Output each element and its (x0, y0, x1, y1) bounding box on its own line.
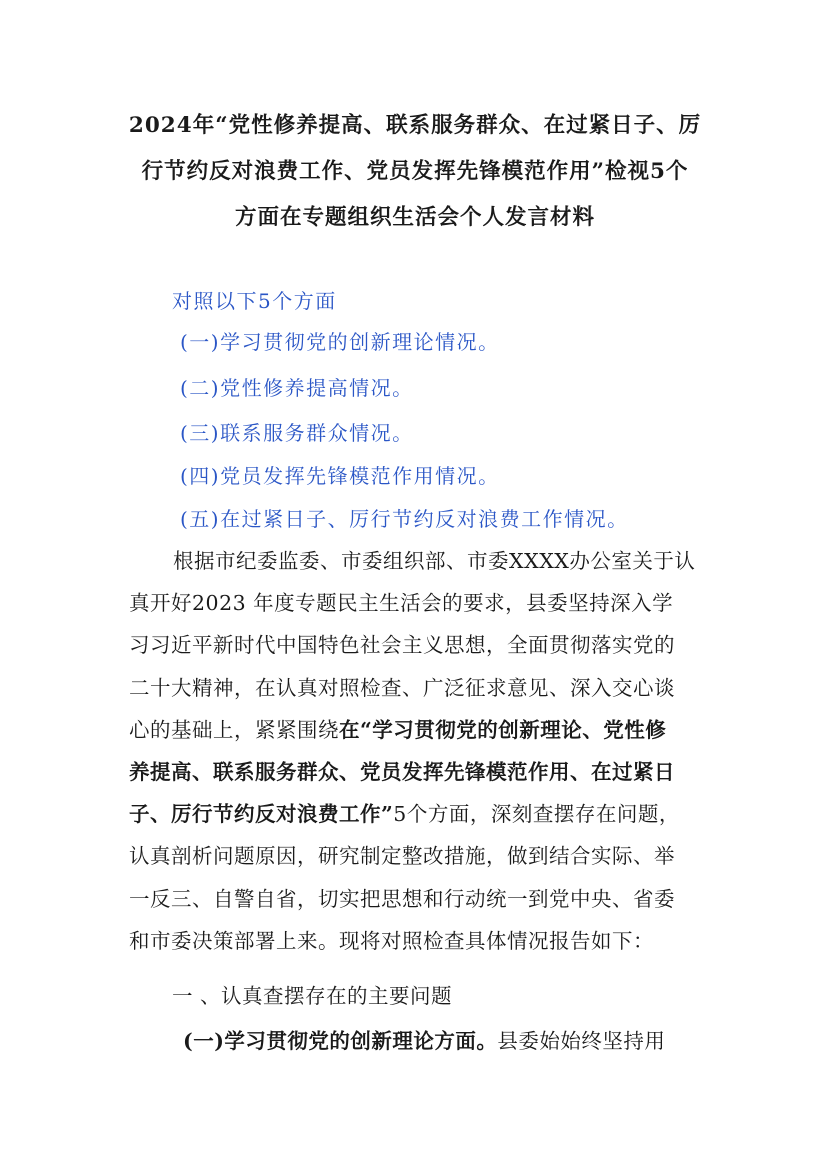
body-line-6-bold: 养提高、联系服务群众、党员发挥先锋模范作用、在过紧日 (129, 760, 675, 785)
section-1-heading: 一 、认真查摆存在的主要问题 (172, 984, 453, 1008)
body-line-5-bold: 在“学习贯彻党的创新理论、党性修 (339, 717, 667, 742)
body-line-5-plain: 心的基础上，紧紧围绕 (129, 717, 339, 742)
section-1-subsection (183, 1024, 665, 1054)
title-line-3: 方面在专题组织生活会个人发言材料 (234, 205, 595, 230)
body-line-7 (129, 793, 704, 835)
title-line-1: 2024年“党性修养提高、联系服务群众、在过紧日子、厉 (128, 113, 702, 138)
body-line-9: 一反三、自警自省，切实把思想和行动统一到党中央、省委 (129, 886, 675, 911)
body-line-10: 和市委决策部署上来。现将对照检查具体情况报告如下： (129, 928, 654, 953)
body-line-8: 认真剖析问题原因，研究制定整改措施，做到结合实际、举 (129, 844, 675, 869)
body-line-1: 根据市纪委监委、市委组织部、市委XXXX办公室关于认 (173, 549, 696, 573)
body-line-3: 习习近平新时代中国特色社会主义思想，全面贯彻落实党的 (129, 633, 675, 658)
subsection-1-title: (一)学习贯彻党的创新理论方面。 (183, 1029, 498, 1053)
outline-item-3: (三)联系服务群众情况。 (180, 421, 414, 445)
body-line-7-bold: 子、厉行节约反对浪费工作” (129, 802, 394, 827)
body-line-4: 二十大精神，在认真对照检查、广泛征求意见、深入交心谈 (129, 675, 675, 700)
outline-item-2: (二)党性修养提高情况。 (180, 376, 414, 400)
outline-item-4: (四)党员发挥先锋模范作用情况。 (180, 464, 500, 488)
outline-item-1: (一)学习贯彻党的创新理论情况。 (180, 330, 500, 354)
title-line-2: 行节约反对浪费工作、党员发挥先锋模范作用”检视5个 (141, 159, 689, 184)
outline-heading: 对照以下5个方面 (172, 289, 337, 313)
body-paragraph (129, 540, 704, 962)
body-line-2: 真开好2023 年度专题民主生活会的要求，县委坚持深入学 (129, 591, 674, 616)
outline-item-5: (五)在过紧日子、厉行节约反对浪费工作情况。 (180, 507, 629, 531)
subsection-1-text: 县委始始终坚持用 (497, 1029, 666, 1053)
body-line-5 (129, 709, 704, 751)
document-title (110, 103, 720, 241)
body-line-7-plain: 5个方面，深刻查摆存在问题， (393, 802, 680, 827)
body-line-6 (129, 751, 704, 793)
